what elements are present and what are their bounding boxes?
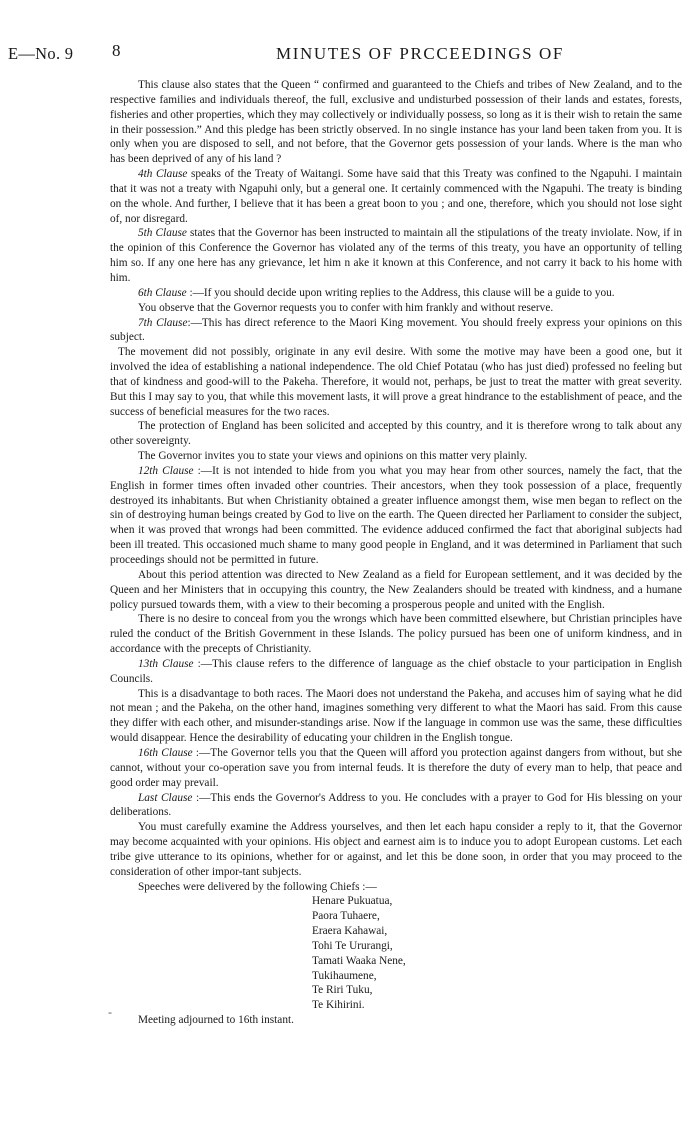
margin-mark: - — [108, 1005, 112, 1019]
paragraph-text: There is no desire to conceal from you the wrongs which have been committed elsewhere, but Christian principles have ruled the conduct of the British Government in these Islands. The policy pursued has been one of uniform kindness, and in accordance with the precepts of Christianity. — [110, 613, 682, 656]
paragraph — [110, 167, 682, 226]
clause-heading: 12th Clause — [138, 464, 194, 477]
paragraph — [110, 612, 682, 657]
paragraph — [110, 316, 682, 346]
paragraph — [110, 286, 682, 301]
chief-name: Eraera Kahawai, — [312, 925, 388, 938]
paragraph-text: This clause also states that the Queen “ confirmed and guaranteed to the Chiefs and tribes of New Zealand, and to the respective families and individuals thereof, the full, exclusive and undisturbed possession of their lands and estates, forests, fisheries and other properties, which they may collectively or individually possess, so long as it is their wish to retain the same in their possession.” And this pledge has been strictly observed. In no single instance has your land been taken from you. It is only when you are disposed to sell, and not before, that the Governor gets possession of your lands. Where is the man who has been deprived of any of his land ? — [110, 79, 682, 166]
clause-heading: 6th Clause — [138, 286, 187, 299]
paragraph-text: This is a disadvantage to both races. The Maori does not understand the Pakeha, and accuses him of saying what he did not mean ; and the Pakeha, on the other hand, imagines something very different to what the Maori has said. From this cause they differ with each other, and misunder-standings arise. Now if the language in common use was the same, these difficulties would disappear. Hence the desirability of educating your children in the English tongue. — [110, 687, 682, 745]
body-text — [110, 78, 682, 1028]
paragraph-text: :—This has direct reference to the Maori King movement. You should freely express your opinions on this subject. — [110, 316, 682, 344]
clause-heading: 16th Clause — [138, 746, 193, 759]
paragraph-text: The Governor invites you to state your views and opinions on this matter very plainly. — [138, 450, 528, 463]
paragraph — [110, 226, 682, 285]
paragraph — [110, 791, 682, 821]
clause-heading: 13th Clause — [138, 657, 194, 670]
clause-heading: Last Clause — [138, 791, 193, 804]
page-number: 8 — [112, 41, 121, 60]
chief-name: Henare Pukuatua, — [312, 895, 393, 908]
paragraph-text: :—It is not intended to hide from you what you may hear from other sources, namely the fact, that the English in former times often invaded other countries. Their ancestors, when they took possession of a place, frequently destroyed its inhabitants. But when Christianity obtained a greater influence amongst them, wise men began to reflect on the sin of destroying human beings created by God to live on the earth. The Queen directed her Parliament to consider the subject, when it was proved that wrongs had been committed. The evidence adduced confirmed the fact that aboriginal subjects had been ill treated. This occasioned much shame to many good people in England, and it was determined in Parliament that such proceedings should not be permitted in future. — [110, 464, 682, 566]
chief-name: Te Kihirini. — [312, 999, 365, 1012]
paper-reference: E—No. 9 — [8, 44, 74, 63]
paragraph — [110, 301, 682, 316]
paragraph — [110, 568, 682, 613]
paragraph-text: The movement did not possibly, originate in any evil desire. With some the motive may have been a good one, but it involved the idea of establishing a national independence. The old Chief Potatau (who has just died) professed no feeling but that of kindness and good-will to the Pakeha. Therefore, it would not, perhaps, be just to treat the matter with great severity. But this I may say to you, that while this movement lasts, it will prove a great hindrance to the establishment of peace, and the success of beneficial measures for the two races. — [110, 346, 682, 418]
paragraph — [110, 880, 682, 895]
paragraph-text: states that the Governor has been instructed to maintain all the stipulations of the treaty inviolate. Now, if in the opinion of this Conference the Governor has violated any of the terms of this treaty, you have an opportunity of telling him so. If any one here has any grievance, let him n ake it known at this Conference, and not carry it back to his home with him. — [110, 227, 683, 284]
paragraph — [110, 449, 682, 464]
clause-heading: 5th Clause — [138, 227, 187, 240]
paragraph-text: You observe that the Governor requests you to confer with him frankly and without reserve. — [138, 301, 554, 314]
paragraph-list — [110, 78, 682, 894]
clause-heading: 4th Clause — [138, 168, 188, 181]
paragraph-text: You must carefully examine the Address yourselves, and then let each hapu consider a reply to it, that the Governor may become acquainted with your opinions. His object and earnest aim is to induce you to adopt European customs. Let each tribe give utterance to its opinions, whether for or against, and let this be done soon, in order that you may proceed to the consideration of other impor-tant subjects. — [110, 821, 682, 878]
paragraph — [110, 78, 682, 167]
paragraph — [110, 687, 682, 746]
paragraph — [110, 419, 682, 449]
chief-name: Tohi Te Ururangi, — [312, 939, 393, 952]
paragraph — [110, 820, 682, 879]
paragraph — [110, 657, 682, 687]
paragraph-text: :—The Governor tells you that the Queen will afford you protection against dangers from without, but she cannot, without your co-operation save you from internal feuds. It is therefore the duty of every man to help, that peace and good order may prevail. — [110, 746, 682, 789]
page-header — [0, 38, 700, 68]
paragraph-text: About this period attention was directed to New Zealand as a field for European settlement, and it was decided by the Queen and her Ministers that in occupying this country, the New Zealanders should be treated with kindness, and a humane policy pursued towards them, with a view to their becoming a prosperous people and united with the English. — [110, 568, 682, 611]
chiefs-list — [110, 894, 682, 1013]
adjournment-note: Meeting adjourned to 16th instant. — [138, 1014, 294, 1027]
clause-heading: 7th Clause — [138, 316, 188, 329]
paragraph — [110, 464, 682, 568]
paragraph-text: :—If you should decide upon writing replies to the Address, this clause will be a guide to you. — [186, 286, 615, 299]
paragraph-text: :—This ends the Governor's Address to you. He concludes with a prayer to God for His blessing on your deliberations. — [110, 791, 682, 819]
paragraph-text: The protection of England has been solicited and accepted by this country, and it is therefore wrong to talk about any other sovereignty. — [110, 420, 682, 448]
chief-name: Te Riri Tuku, — [312, 984, 373, 997]
paragraph — [110, 746, 682, 791]
chief-name: Tukihaumene, — [312, 969, 377, 982]
chief-name: Paora Tuhaere, — [312, 910, 380, 923]
running-title: MINUTES OF PRCCEEDINGS OF — [276, 44, 564, 63]
paragraph — [110, 345, 682, 419]
chief-name: Tamati Waaka Nene, — [312, 954, 406, 967]
paragraph-text: :—This clause refers to the difference of language as the chief obstacle to your participation in English Councils. — [110, 657, 682, 685]
paragraph-text: Speeches were delivered by the following Chiefs :— — [138, 880, 377, 893]
paragraph-text: speaks of the Treaty of Waitangi. Some have said that this Treaty was confined to the Ngapuhi. I maintain that it was not a treaty with Ngapuhi only, but a general one. It certainly commenced with the Ngapuhi. The treaty is binding on the whole. And further, I believe that it has been a great boon to you ; and one, therefore, which you should not lose sight of, nor disregard. — [110, 168, 682, 225]
